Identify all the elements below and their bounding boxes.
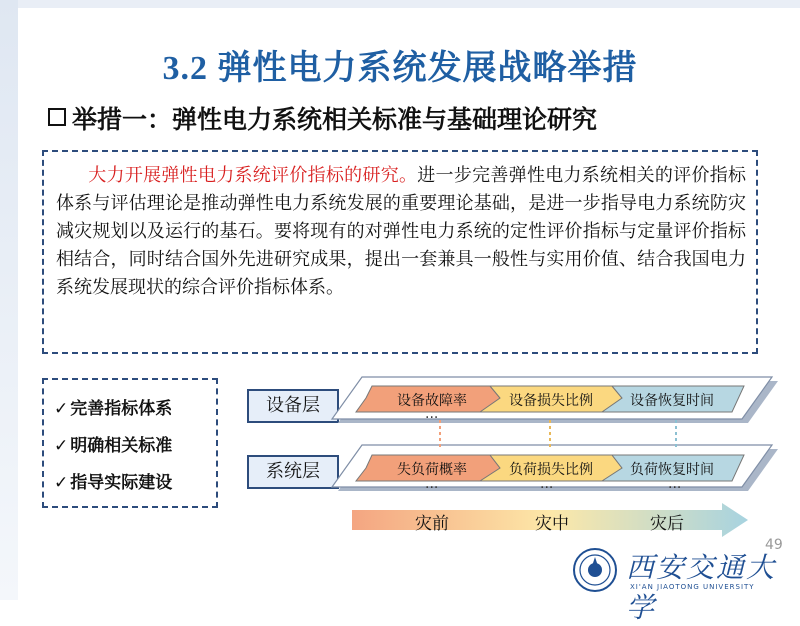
- step-device-loss-ratio: 设备损失比例: [509, 393, 593, 409]
- layer-label-system: 系统层: [247, 455, 339, 489]
- slide-title: 3.2 弹性电力系统发展战略举措: [162, 50, 638, 87]
- checklist-label: 完善指标体系: [70, 399, 173, 419]
- phase-post-disaster: 灾后: [650, 514, 684, 534]
- check-icon: ✓: [54, 473, 69, 493]
- university-name-en: XI'AN JIAOTONG UNIVERSITY: [630, 583, 755, 591]
- ellipsis: ...: [540, 476, 554, 492]
- subtitle-text: 举措一：弹性电力系统相关标准与基础理论研究: [72, 105, 598, 134]
- highlight-text: 大力开展弹性电力系统评价指标的研究。: [88, 165, 418, 186]
- checklist-label: 明确相关标准: [70, 436, 173, 456]
- phase-during-disaster: 灾中: [535, 514, 569, 534]
- check-icon: ✓: [54, 399, 69, 419]
- check-icon: ✓: [54, 436, 69, 456]
- page-number: 49: [765, 537, 783, 553]
- step-load-recovery-time: 负荷恢复时间: [630, 462, 714, 478]
- step-load-loss-probability: 失负荷概率: [397, 462, 467, 478]
- step-device-recovery-time: 设备恢复时间: [630, 393, 714, 409]
- checklist-label: 指导实际建设: [70, 473, 173, 493]
- ellipsis: ...: [425, 406, 439, 422]
- step-device-failure-rate: 设备故障率: [397, 393, 467, 409]
- step-load-loss-ratio: 负荷损失比例: [509, 462, 593, 478]
- phase-pre-disaster: 灾前: [415, 514, 449, 534]
- university-emblem-icon: [572, 547, 618, 593]
- university-name-cn: 西安交通大学: [626, 551, 777, 624]
- ellipsis: ...: [425, 476, 439, 492]
- ellipsis: ...: [668, 476, 682, 492]
- layer-label-device: 设备层: [247, 389, 339, 423]
- body-text: 进一步完善弹性电力系统相关的评价指标体系与评估理论是推动弹性电力系统发展的重要理论基础，是进一步指导电力系统防灾减灾规划以及运行的基石。要将现有的对弹性电力系统的定性评价指标与定量评价指标相结合，同时结合国外先进研究成果，提出一套兼具一般性与实用价值、结合我国电力系统发展现状的综合评价指标体系。: [56, 165, 747, 298]
